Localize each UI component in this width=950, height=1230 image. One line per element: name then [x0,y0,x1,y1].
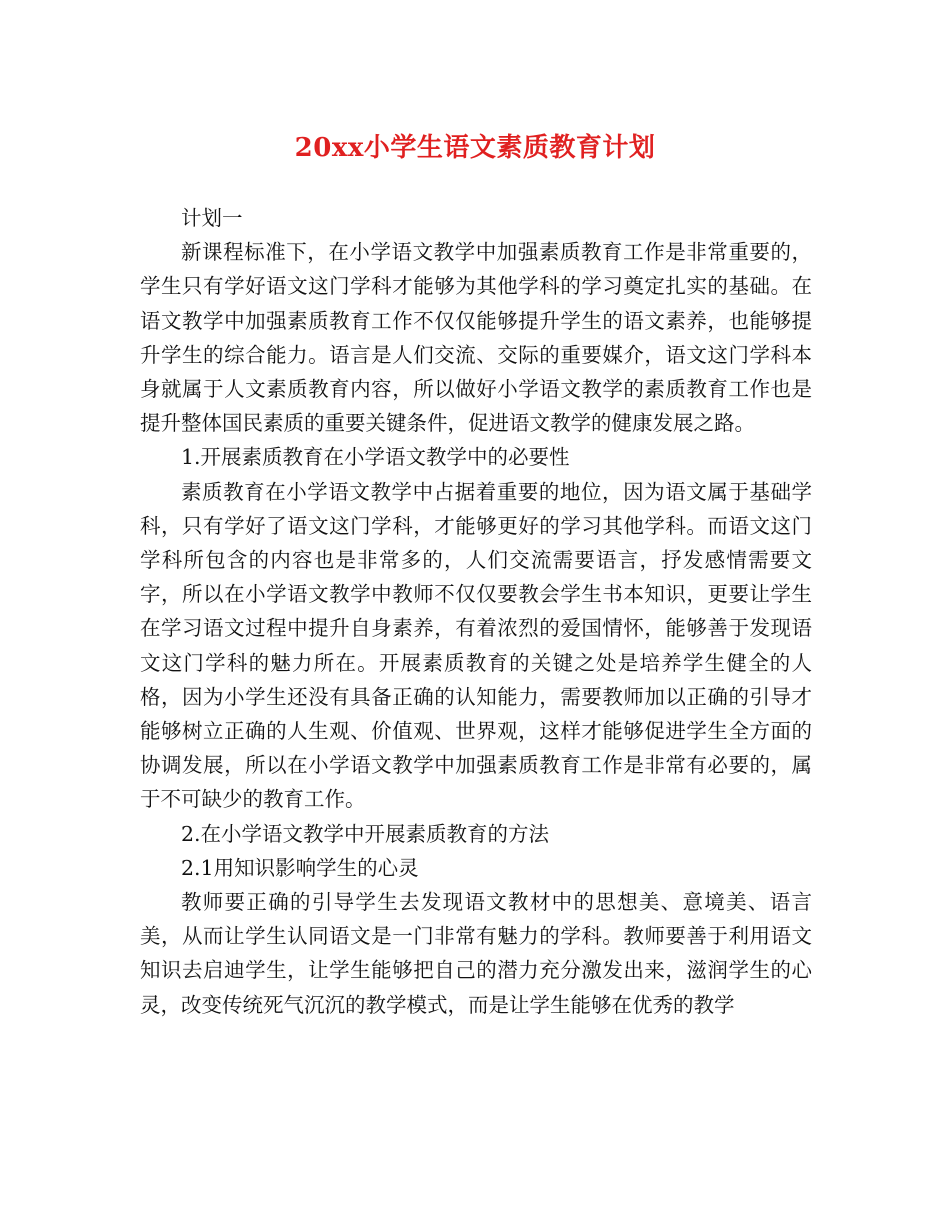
paragraph-knowledge: 教师要正确的引导学生去发现语文教材中的思想美、意境美、语言美，从而让学生认同语文是一门非常有魅力的学科。教师要善于利用语文知识去启迪学生，让学生能够把自己的潜力充分激发出来，滋润学生的心灵，改变传统死气沉沉的教学模式，而是让学生能够在优秀的教学 [140,890,812,1017]
paragraph-intro: 新课程标准下，在小学语文教学中加强素质教育工作是非常重要的，学生只有学好语文这门学科才能够为其他学科的学习奠定扎实的基础。在语文教学中加强素质教育工作不仅仅能够提升学生的语文素养，也能够提升学生的综合能力。语言是人们交流、交际的重要媒介，语文这门学科本身就属于人文素质教育内容，所以做好小学语文教学的素质教育工作也是提升整体国民素质的重要关键条件，促进语文教学的健康发展之路。 [140,240,812,436]
heading-section-2-1: 2.1用知识影响学生的心灵 [181,855,419,880]
heading-section-1: 1.开展素质教育在小学语文教学中的必要性 [181,445,570,470]
paragraph-necessity: 素质教育在小学语文教学中占据着重要的地位，因为语文属于基础学科，只有学好了语文这门学科，才能够更好的学习其他学科。而语文这门学科所包含的内容也是非常多的，人们交流需要语言，抒发感情需要文字，所以在小学语文教学中教师不仅仅要教会学生书本知识，更要让学生在学习语文过程中提升自身素养，有着浓烈的爱国情怀，能够善于发现语文这门学科的魅力所在。开展素质教育的关键之处是培养学生健全的人格，因为小学生还没有具备正确的认知能力，需要教师加以正确的引导才能够树立正确的人生观、价值观、世界观，这样才能够促进学生全方面的协调发展，所以在小学语文教学中加强素质教育工作是非常有必要的，属于不可缺少的教育工作。 [140,479,812,812]
document-body [140,201,812,1022]
document-title: 20xx小学生语文素质教育计划 [294,133,656,163]
section-label-plan-one: 计划一 [181,206,243,230]
heading-section-2: 2.在小学语文教学中开展素质教育的方法 [181,821,550,846]
